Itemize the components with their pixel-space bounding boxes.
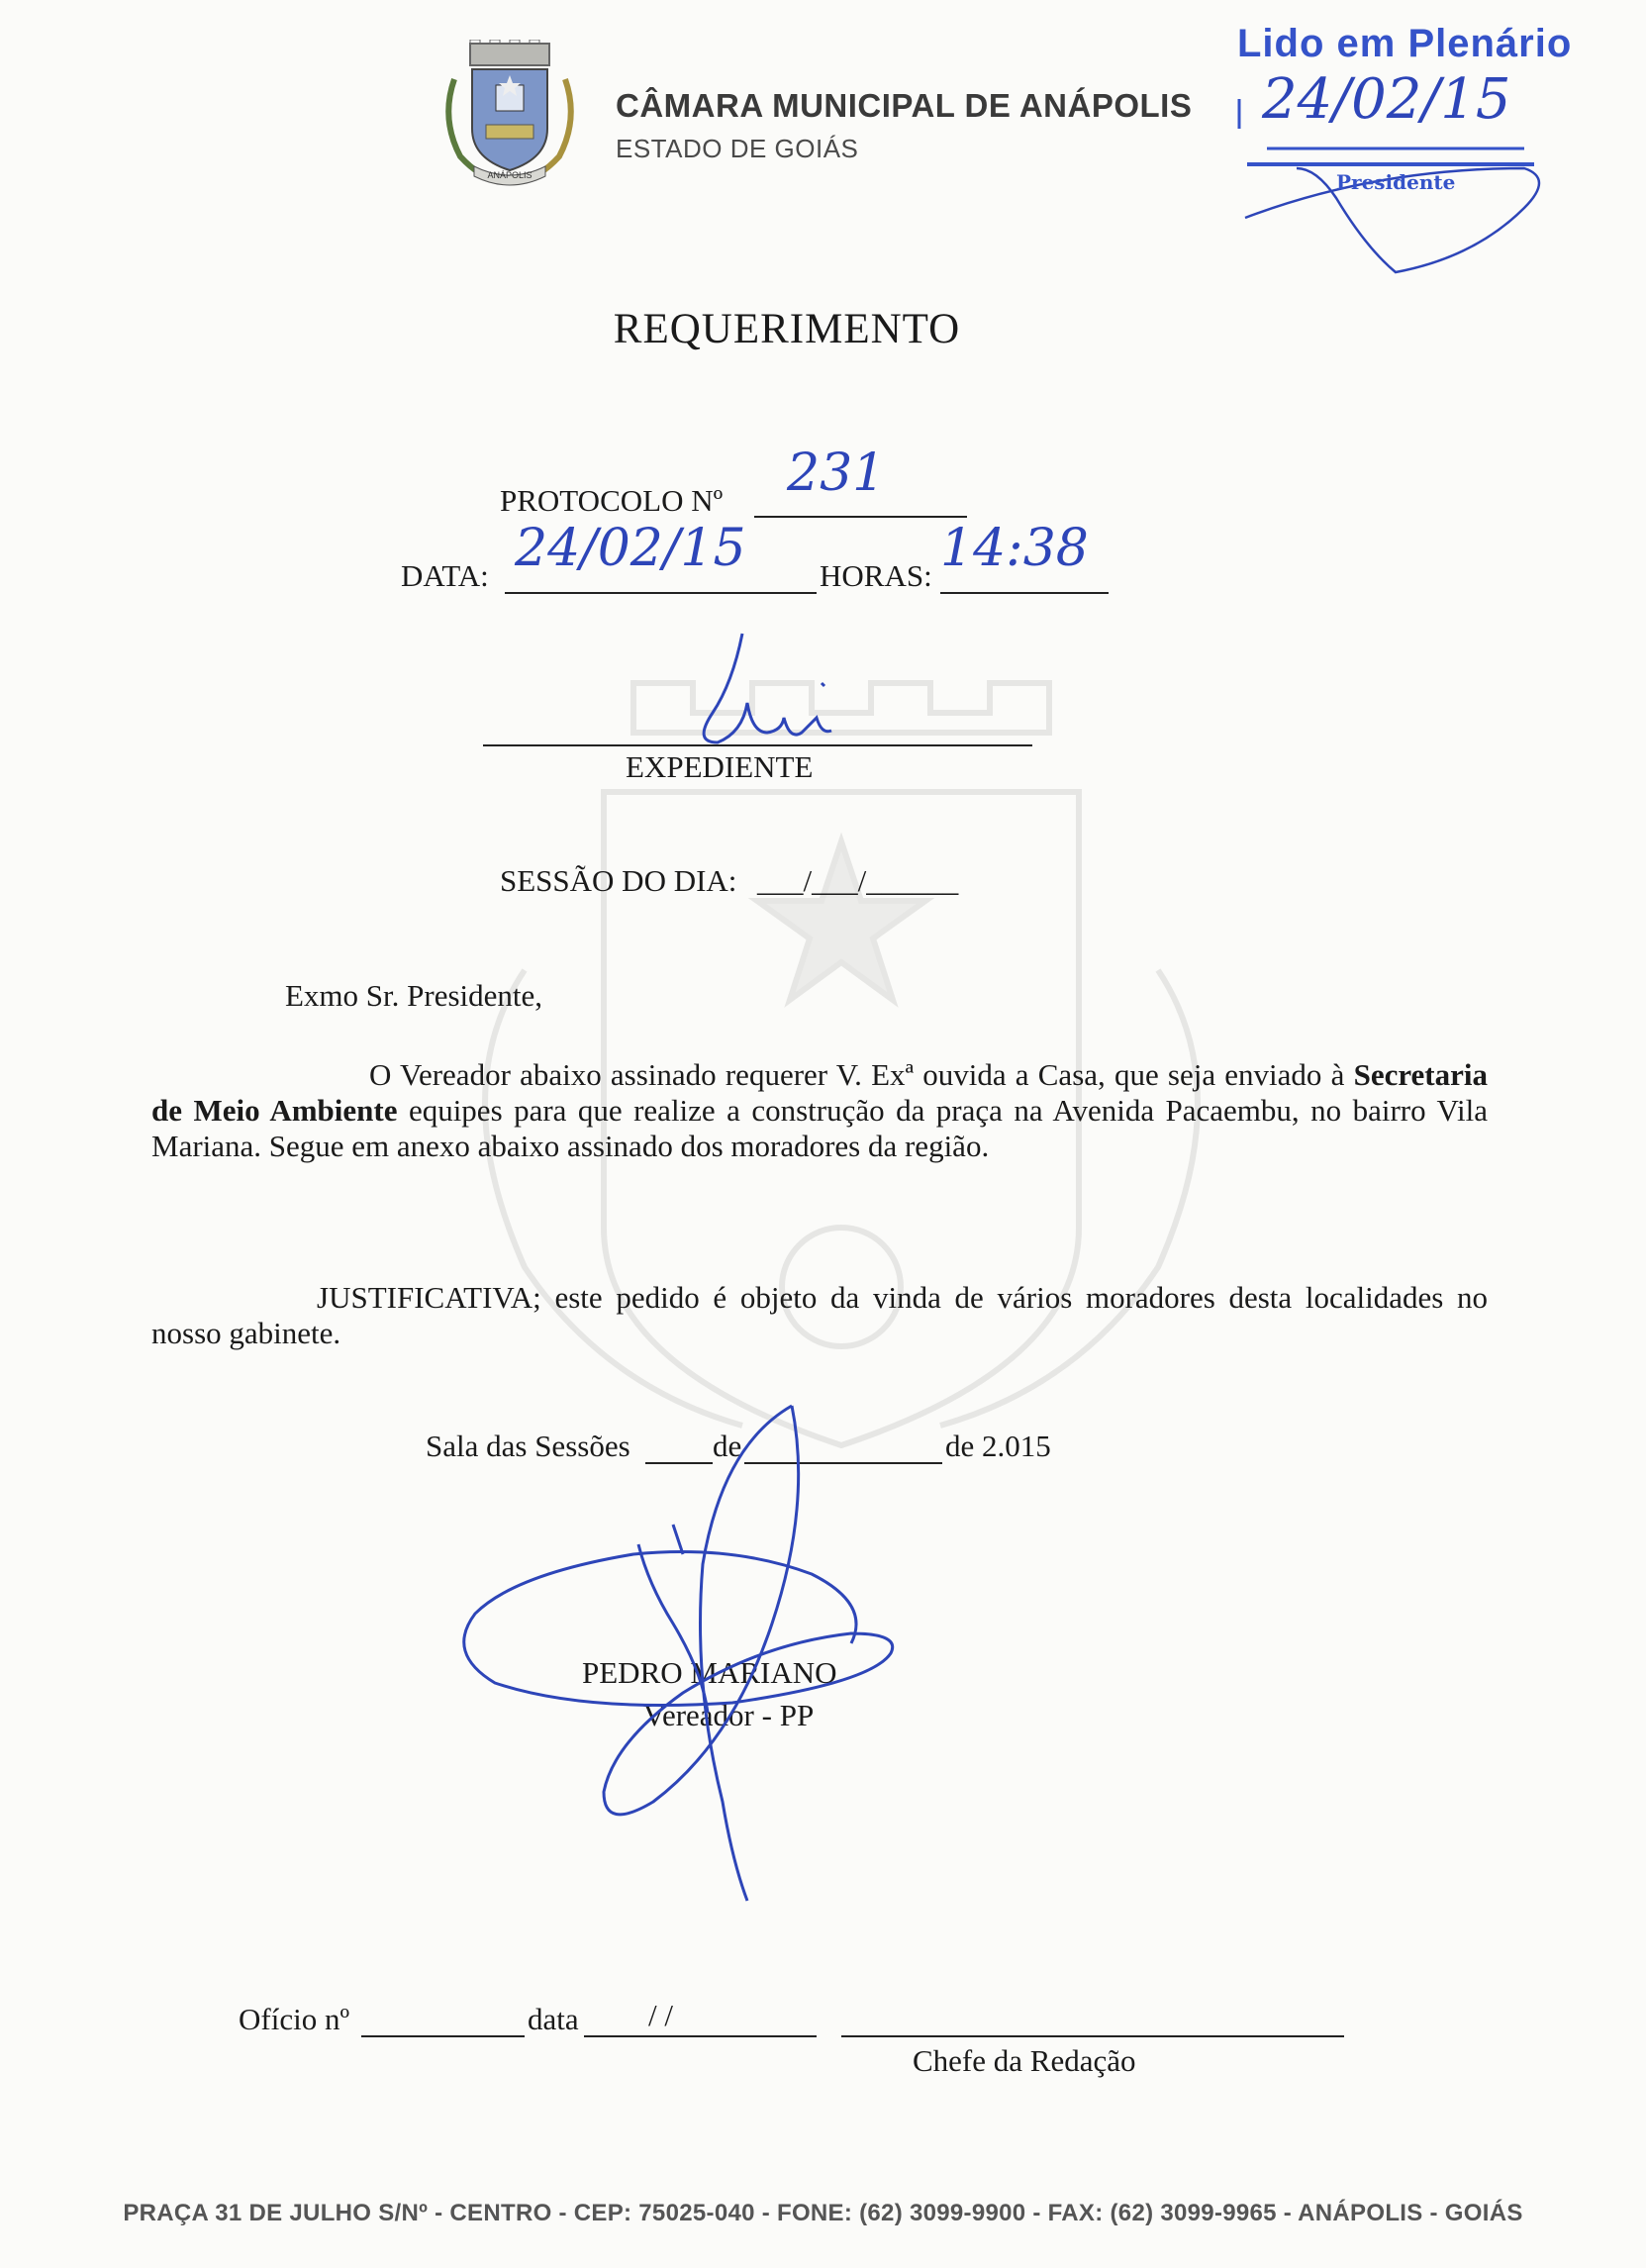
hours-label: HORAS:	[820, 558, 932, 593]
session-value: ___/___/______	[757, 863, 959, 898]
closing-prefix: Sala das Sessões	[426, 1429, 630, 1463]
office-label: Ofício nº	[239, 2002, 350, 2036]
date-line	[505, 592, 817, 594]
chief-label: Chefe da Redação	[913, 2043, 1136, 2078]
office-number-line	[361, 2035, 525, 2037]
closing-suffix: de 2.015	[945, 1429, 1051, 1463]
municipal-crest-icon	[440, 40, 579, 188]
protocol-value: 231	[787, 444, 886, 503]
salutation: Exmo Sr. Presidente,	[285, 978, 543, 1013]
stamp-role: Presidente	[1336, 170, 1456, 194]
crest-label: ANÁPOLIS	[487, 170, 533, 180]
organization-name: CÂMARA MUNICIPAL DE ANÁPOLIS	[616, 87, 1193, 124]
footer-address: PRAÇA 31 DE JULHO S/Nº - CENTRO - CEP: 75025-040 - FONE: (62) 3099-9900 - FAX: (62) 3099-9965 - ANÁPOLIS - GOIÁS	[123, 2200, 1523, 2226]
date-label: DATA:	[401, 558, 489, 593]
office-date-label: data	[528, 2002, 579, 2036]
justification: JUSTIFICATIVA; este pedido é objeto da vinda de vários moradores desta localidades no nosso gabinete.	[151, 1280, 1488, 1350]
protocol-label: PROTOCOLO Nº	[500, 483, 724, 518]
chief-signature-line	[841, 2035, 1344, 2037]
councilor-signature	[436, 1386, 950, 1921]
document-title: REQUERIMENTO	[613, 306, 961, 352]
office-date-slashes: / /	[648, 1998, 673, 2032]
protocol-line	[754, 516, 967, 518]
signer-role: Vereador - PP	[643, 1698, 815, 1732]
body-part2: equipes para que realize a construção da praça na Avenida Pacaembu, no bairro Vila Mariana. Segue em anexo abaixo assinado dos moradores da região.	[151, 1093, 1488, 1163]
office-date-line	[584, 2035, 817, 2037]
closing-de: de	[713, 1429, 742, 1463]
date-value: 24/02/15	[515, 519, 746, 578]
stamp-title: Lido em Plenário	[1237, 22, 1573, 65]
session-label: SESSÃO DO DIA:	[500, 863, 737, 898]
body-bold: Secretaria de Meio Ambiente	[151, 1057, 1488, 1128]
hours-line	[940, 592, 1109, 594]
expedient-line	[483, 744, 1032, 746]
request-body	[151, 1057, 1488, 1164]
organization-state: ESTADO DE GOIÁS	[616, 134, 859, 163]
body-part1: O Vereador abaixo assinado requerer V. Exª ouvida a Casa, que seja enviado à	[369, 1057, 1354, 1092]
hours-value: 14:38	[940, 519, 1089, 578]
stamp-date: 24/02/15	[1262, 67, 1511, 132]
signer-name: PEDRO MARIANO	[582, 1655, 837, 1690]
expedient-label: EXPEDIENTE	[626, 749, 814, 784]
